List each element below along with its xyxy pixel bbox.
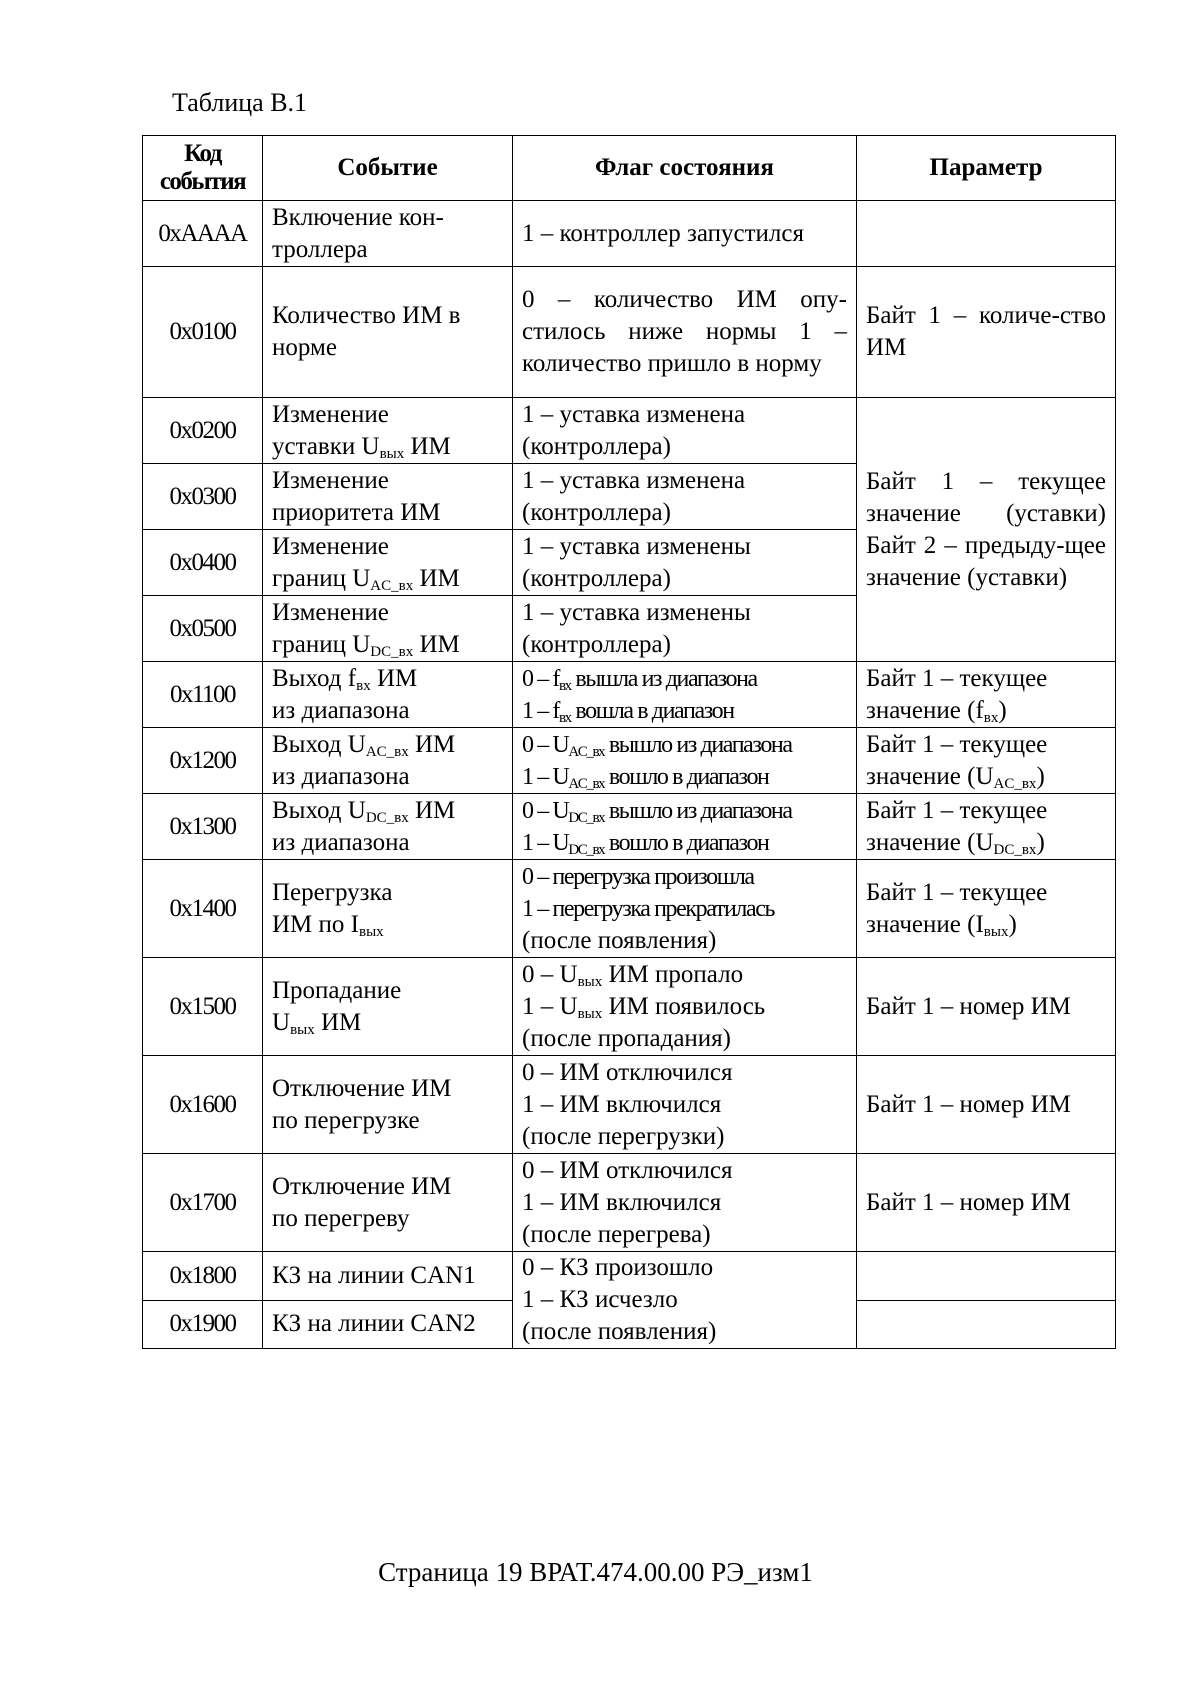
subscript: AC_вх bbox=[365, 743, 409, 760]
event-name-line2 bbox=[272, 563, 503, 595]
event-code: 0x0100 bbox=[143, 267, 263, 398]
subscript: AC_вх bbox=[993, 775, 1037, 792]
event-name bbox=[263, 1056, 513, 1154]
text-part: границ U bbox=[272, 564, 371, 592]
parameter: Байт 1 – номер ИМ bbox=[857, 1154, 1116, 1252]
text-part: Выход U bbox=[272, 796, 366, 824]
status-flag-merged bbox=[513, 1252, 857, 1349]
subscript: вых bbox=[379, 445, 405, 462]
parameter-line2 bbox=[866, 909, 1106, 941]
event-name-line1: Перегрузка bbox=[272, 878, 393, 906]
header-code-line2: события bbox=[159, 168, 246, 195]
subscript: DC_вх bbox=[568, 809, 605, 826]
text-part: границ U bbox=[272, 630, 371, 658]
subscript: AC_вх bbox=[370, 577, 414, 594]
status-flag bbox=[513, 662, 857, 728]
text-part: ) bbox=[998, 696, 1007, 724]
parameter-line2 bbox=[866, 695, 1106, 727]
status-flag bbox=[513, 958, 857, 1056]
status-flag-line3: (после перегрузки) bbox=[522, 1122, 725, 1150]
status-flag-line1: 0 – КЗ произошло bbox=[522, 1254, 714, 1281]
status-flag-line1: 1 – уставка изменена bbox=[522, 466, 746, 494]
status-flag-line1: 1 – уставка изменена bbox=[522, 400, 746, 428]
text-part: 0 – U bbox=[522, 731, 569, 758]
status-flag bbox=[513, 398, 857, 464]
text-part: ИМ появилось bbox=[602, 992, 766, 1020]
event-name-line2 bbox=[272, 1007, 503, 1039]
event-name-line1 bbox=[272, 729, 503, 761]
event-code: 0x1400 bbox=[143, 860, 263, 958]
text-part: ИМ bbox=[408, 730, 456, 758]
parameter bbox=[857, 1252, 1116, 1301]
text-part: вошло в диапазон bbox=[604, 829, 769, 856]
status-flag-line3: (после появления) bbox=[522, 926, 717, 954]
subscript: DC_вх bbox=[370, 643, 414, 660]
text-part: 0 – f bbox=[522, 665, 559, 692]
text-part: вышло из диапазона bbox=[604, 797, 792, 824]
status-flag-line1 bbox=[522, 959, 847, 991]
header-event: Событие bbox=[263, 136, 513, 201]
text-part: ИМ bbox=[370, 664, 418, 692]
event-name-line2: из диапазона bbox=[272, 696, 410, 724]
subscript: AC_вх bbox=[568, 743, 605, 760]
text-part: 1 – U bbox=[522, 763, 569, 790]
header-row bbox=[143, 136, 1116, 201]
event-name bbox=[263, 398, 513, 464]
event-name-line1: Изменение bbox=[272, 532, 389, 560]
text-part: ИМ по I bbox=[272, 910, 359, 938]
text-part: Выход f bbox=[272, 664, 357, 692]
event-code: 0x0300 bbox=[143, 464, 263, 530]
table-row bbox=[143, 794, 1116, 860]
status-flag-line2: 1 – ИМ включился bbox=[522, 1188, 722, 1216]
table-row bbox=[143, 267, 1116, 398]
text-part: ИМ пропало bbox=[602, 960, 744, 988]
status-flag bbox=[513, 728, 857, 794]
status-flag-line1: 1 – уставка изменены bbox=[522, 532, 751, 560]
event-name bbox=[263, 1154, 513, 1252]
event-name-line2 bbox=[272, 909, 503, 941]
page-footer: Страница 19 ВРАТ.474.00.00 РЭ_изм1 bbox=[378, 1557, 813, 1587]
parameter: Байт 1 – количе-ство ИМ bbox=[857, 267, 1116, 398]
status-flag-line1 bbox=[522, 729, 847, 761]
parameter bbox=[857, 201, 1116, 267]
event-name-line1 bbox=[272, 663, 503, 695]
status-flag-line1: 0 – ИМ отключился bbox=[522, 1058, 733, 1086]
status-flag bbox=[513, 860, 857, 958]
text-part: ) bbox=[1008, 910, 1017, 938]
event-code: 0x1800 bbox=[143, 1252, 263, 1301]
event-name bbox=[263, 530, 513, 596]
header-flag: Флаг состояния bbox=[513, 136, 857, 201]
text-part: 1 – f bbox=[522, 697, 559, 724]
event-name-line1 bbox=[272, 795, 503, 827]
event-name bbox=[263, 201, 513, 267]
event-name bbox=[263, 728, 513, 794]
status-flag-line3: (после перегрева) bbox=[522, 1220, 711, 1248]
text-part: вошло в диапазон bbox=[604, 763, 769, 790]
event-name-line1: Отключение ИМ bbox=[272, 1172, 452, 1200]
subscript: вх bbox=[356, 677, 371, 694]
parameter-line1: Байт 1 – текущее bbox=[866, 878, 1048, 906]
table-row bbox=[143, 1056, 1116, 1154]
parameter bbox=[857, 794, 1116, 860]
status-flag-line1: 1 – уставка изменены bbox=[522, 598, 751, 626]
text-part: вышло из диапазона bbox=[604, 731, 792, 758]
text-part: вышла из диапазона bbox=[570, 665, 757, 692]
parameter-line1: Байт 1 – текущее bbox=[866, 664, 1048, 692]
event-name bbox=[263, 958, 513, 1056]
parameter bbox=[857, 1300, 1116, 1349]
event-name-line1: Пропадание bbox=[272, 976, 402, 1004]
text-part: вошла в диапазон bbox=[570, 697, 734, 724]
text-part: ) bbox=[1036, 762, 1045, 790]
table-row bbox=[143, 662, 1116, 728]
event-name-line2: из диапазона bbox=[272, 762, 410, 790]
event-name bbox=[263, 1252, 513, 1301]
status-flag-line2: 1 – перегрузка прекратилась bbox=[522, 895, 775, 922]
status-flag-line2: (контроллера) bbox=[522, 630, 671, 658]
subscript: DC_вх bbox=[993, 841, 1037, 858]
parameter: Байт 1 – номер ИМ bbox=[857, 958, 1116, 1056]
status-flag bbox=[513, 794, 857, 860]
status-flag-line2 bbox=[522, 695, 847, 727]
event-name bbox=[263, 1300, 513, 1349]
event-code: 0x1500 bbox=[143, 958, 263, 1056]
header-code-line1: Код bbox=[184, 140, 221, 167]
status-flag-line2 bbox=[522, 827, 847, 859]
table-caption: Таблица В.1 bbox=[172, 88, 308, 117]
event-name-text: КЗ на линии CAN2 bbox=[272, 1310, 476, 1338]
status-flag-line2 bbox=[522, 991, 847, 1023]
table-row bbox=[143, 860, 1116, 958]
event-code: 0x0500 bbox=[143, 596, 263, 662]
parameter bbox=[857, 728, 1116, 794]
text-part: ИМ bbox=[408, 796, 456, 824]
event-name-line2 bbox=[272, 431, 503, 463]
status-flag-line1 bbox=[522, 663, 847, 695]
event-name-line1: Изменение bbox=[272, 400, 389, 428]
status-flag-line1 bbox=[522, 795, 847, 827]
status-flag-line1: 0 – ИМ отключился bbox=[522, 1156, 733, 1184]
text-part: U bbox=[272, 1008, 291, 1036]
table-row bbox=[143, 728, 1116, 794]
status-flag bbox=[513, 1056, 857, 1154]
event-name-line1: Изменение bbox=[272, 598, 389, 626]
event-code: 0x1600 bbox=[143, 1056, 263, 1154]
status-flag-line2: 1 – ИМ включился bbox=[522, 1090, 722, 1118]
event-name-line1: Изменение bbox=[272, 466, 389, 494]
event-code: 0x1700 bbox=[143, 1154, 263, 1252]
text-part: значение (U bbox=[866, 828, 994, 856]
event-name-line2: приоритета ИМ bbox=[272, 498, 441, 526]
event-name bbox=[263, 464, 513, 530]
subscript: вх bbox=[559, 709, 571, 726]
parameter bbox=[857, 662, 1116, 728]
status-flag-line3: (после появления) bbox=[522, 1318, 717, 1345]
text-part: 1 – U bbox=[522, 992, 578, 1020]
table-row bbox=[143, 201, 1116, 267]
table-row bbox=[143, 1252, 1116, 1301]
status-flag-line2: (контроллера) bbox=[522, 432, 671, 460]
parameter-merged: Байт 1 – текущее значение (уставки) Байт 2 – предыду-щее значение (уставки) bbox=[857, 398, 1116, 662]
text-part: 0 – U bbox=[522, 797, 569, 824]
event-name-line1: Отключение ИМ bbox=[272, 1074, 452, 1102]
event-code: 0x0200 bbox=[143, 398, 263, 464]
event-code: 0xAAAA bbox=[143, 201, 263, 267]
status-flag: 1 – контроллер запустился bbox=[513, 201, 857, 267]
parameter-line2 bbox=[866, 827, 1106, 859]
event-name bbox=[263, 662, 513, 728]
text-part: ИМ bbox=[314, 1008, 362, 1036]
status-flag-line2: (контроллера) bbox=[522, 564, 671, 592]
subscript: вх bbox=[559, 677, 571, 694]
event-name bbox=[263, 794, 513, 860]
subscript: вых bbox=[359, 923, 384, 940]
subscript: вых bbox=[983, 923, 1009, 940]
status-flag bbox=[513, 1154, 857, 1252]
event-name-line2: из диапазона bbox=[272, 828, 410, 856]
event-name: Количество ИМ в норме bbox=[263, 267, 513, 398]
event-code: 0x0400 bbox=[143, 530, 263, 596]
text-part: уставки U bbox=[272, 432, 380, 460]
event-name bbox=[263, 860, 513, 958]
status-flag-line2 bbox=[522, 761, 847, 793]
event-code: 0x1900 bbox=[143, 1300, 263, 1349]
text-part: значение (I bbox=[866, 910, 984, 938]
text-part: ИМ bbox=[413, 630, 460, 658]
parameter-line2 bbox=[866, 761, 1106, 793]
header-code bbox=[143, 136, 263, 201]
text-part: 1 – U bbox=[522, 829, 569, 856]
parameter: Байт 1 – номер ИМ bbox=[857, 1056, 1116, 1154]
subscript: AC_вх bbox=[568, 775, 605, 792]
parameter-line1: Байт 1 – текущее bbox=[866, 730, 1048, 758]
status-flag-line2: 1 – КЗ исчезло bbox=[522, 1286, 678, 1313]
text-part: Выход U bbox=[272, 730, 366, 758]
subscript: вых bbox=[290, 1021, 315, 1038]
text-part: значение (U bbox=[866, 762, 994, 790]
status-flag bbox=[513, 464, 857, 530]
table-row bbox=[143, 398, 1116, 464]
status-flag bbox=[513, 596, 857, 662]
status-flag-line1: 0 – перегрузка произошла bbox=[522, 863, 754, 890]
text-part: значение (f bbox=[866, 696, 984, 724]
header-param: Параметр bbox=[857, 136, 1116, 201]
subscript: DC_вх bbox=[568, 841, 605, 858]
events-table bbox=[142, 135, 1116, 1349]
event-name-line2: по перегреву bbox=[272, 1204, 410, 1232]
parameter bbox=[857, 860, 1116, 958]
event-name-line2: по перегрузке bbox=[272, 1106, 420, 1134]
status-flag-line2: (контроллера) bbox=[522, 498, 671, 526]
subscript: вых bbox=[577, 973, 603, 990]
text-part: ) bbox=[1036, 828, 1045, 856]
status-flag-line3: (после пропадания) bbox=[522, 1024, 731, 1052]
subscript: вх bbox=[983, 709, 999, 726]
text-part: ИМ bbox=[413, 564, 460, 592]
status-flag: 0 – количество ИМ опу-стилось ниже нормы 1 – количество пришло в норму bbox=[513, 267, 857, 398]
event-code: 0x1100 bbox=[143, 662, 263, 728]
table-row bbox=[143, 1154, 1116, 1252]
event-name-text: КЗ на линии CAN1 bbox=[272, 1261, 476, 1289]
text-part: ИМ bbox=[404, 432, 451, 460]
event-name-text: Включение кон-троллера bbox=[272, 203, 444, 263]
parameter-line1: Байт 1 – текущее bbox=[866, 796, 1048, 824]
event-name-line2 bbox=[272, 629, 503, 661]
subscript: DC_вх bbox=[365, 809, 409, 826]
text-part: 0 – U bbox=[522, 960, 578, 988]
event-name bbox=[263, 596, 513, 662]
subscript: вых bbox=[577, 1005, 603, 1022]
event-code: 0x1200 bbox=[143, 728, 263, 794]
status-flag bbox=[513, 530, 857, 596]
event-code: 0x1300 bbox=[143, 794, 263, 860]
table-row bbox=[143, 958, 1116, 1056]
